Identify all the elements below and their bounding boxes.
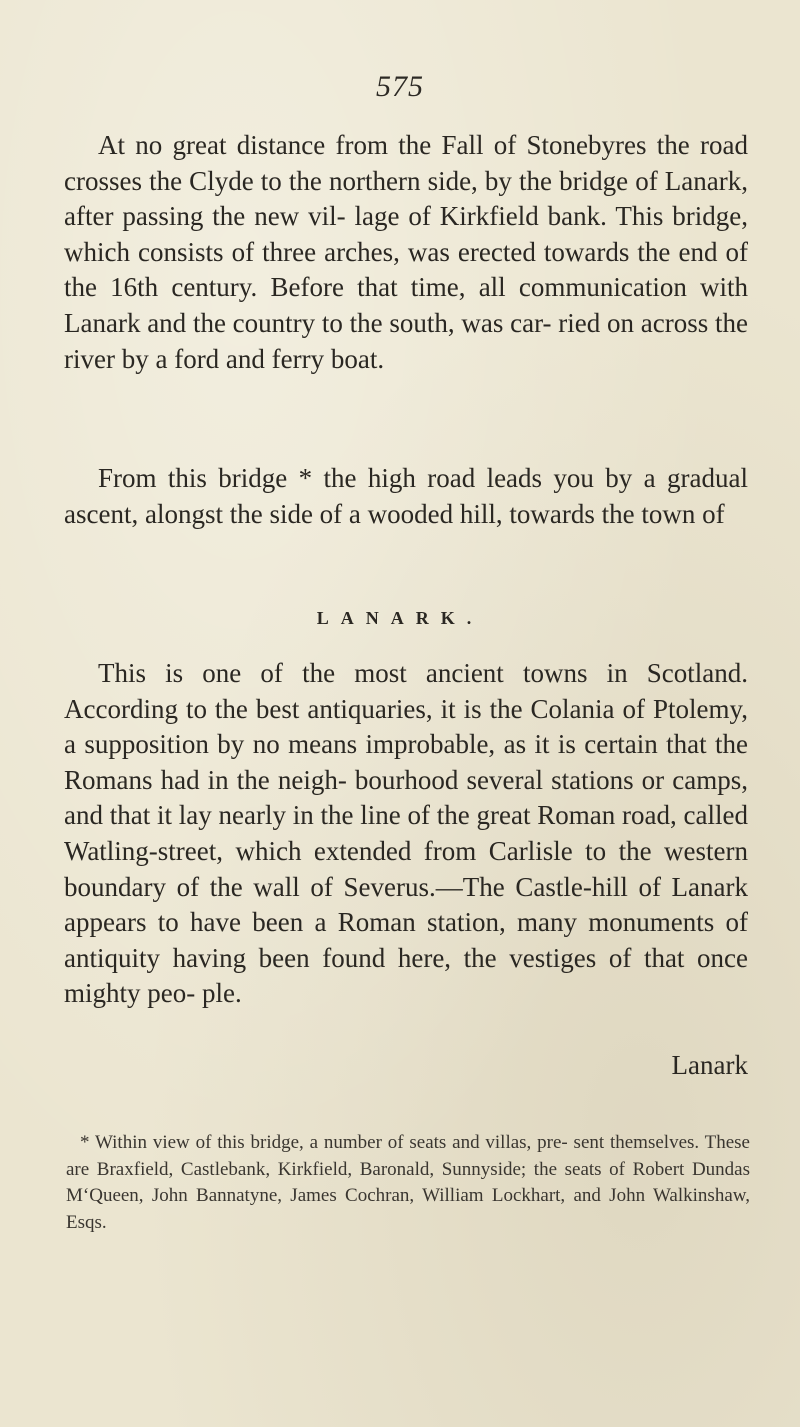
paragraph-text: At no great distance from the Fall of Stonebyres the road crosses the Clyde to the northern side, by the bridge of Lanark, after passing the new vil- lage of Kirkfield bank. This bridge, which consists of three arches, was erected towards the end of the 16th century. Before that time, all communication with Lanark and the country to the south, was car- ried on across the river by a ford and ferry boat. xyxy=(64,130,748,374)
footnote: * Within view of this bridge, a number of seats and villas, pre- sent themselves. These are Braxfield, Castlebank, Kirkfield, Baronald, Sunnyside; the seats of Robert Dundas M‘Queen, John Bannatyne, James Cochran, William Lockhart, and John Walkinshaw, Esqs. xyxy=(66,1132,750,1233)
catchword: Lanark xyxy=(671,1050,748,1080)
paragraph-text: This is one of the most ancient towns in Scotland. According to the best antiquaries, it is the Colania of Ptolemy, a supposition by no means improbable, as it is certain that the Romans had in the neigh- bourhood several stations or camps, and that it lay nearly in the line of the great Roman road, called Watling-street, which extended from Carlisle to the western boundary of the wall of Severus.—The Castle-hill of Lanark appears to have been a Roman station, many monuments of antiquity having been found here, the vestiges of that once mighty peo- ple. xyxy=(64,658,748,1009)
paragraph-stonebyres-bridge xyxy=(64,128,748,377)
section-heading-lanark: LANARK. xyxy=(316,608,484,628)
paragraph-high-road xyxy=(64,461,748,532)
paragraph-text: From this bridge * the high road leads you by a gradual ascent, alongst the side of a wooded hill, towards the town of xyxy=(64,463,748,529)
page-number: 575 xyxy=(376,70,424,103)
paragraph-lanark-history xyxy=(64,656,748,1012)
